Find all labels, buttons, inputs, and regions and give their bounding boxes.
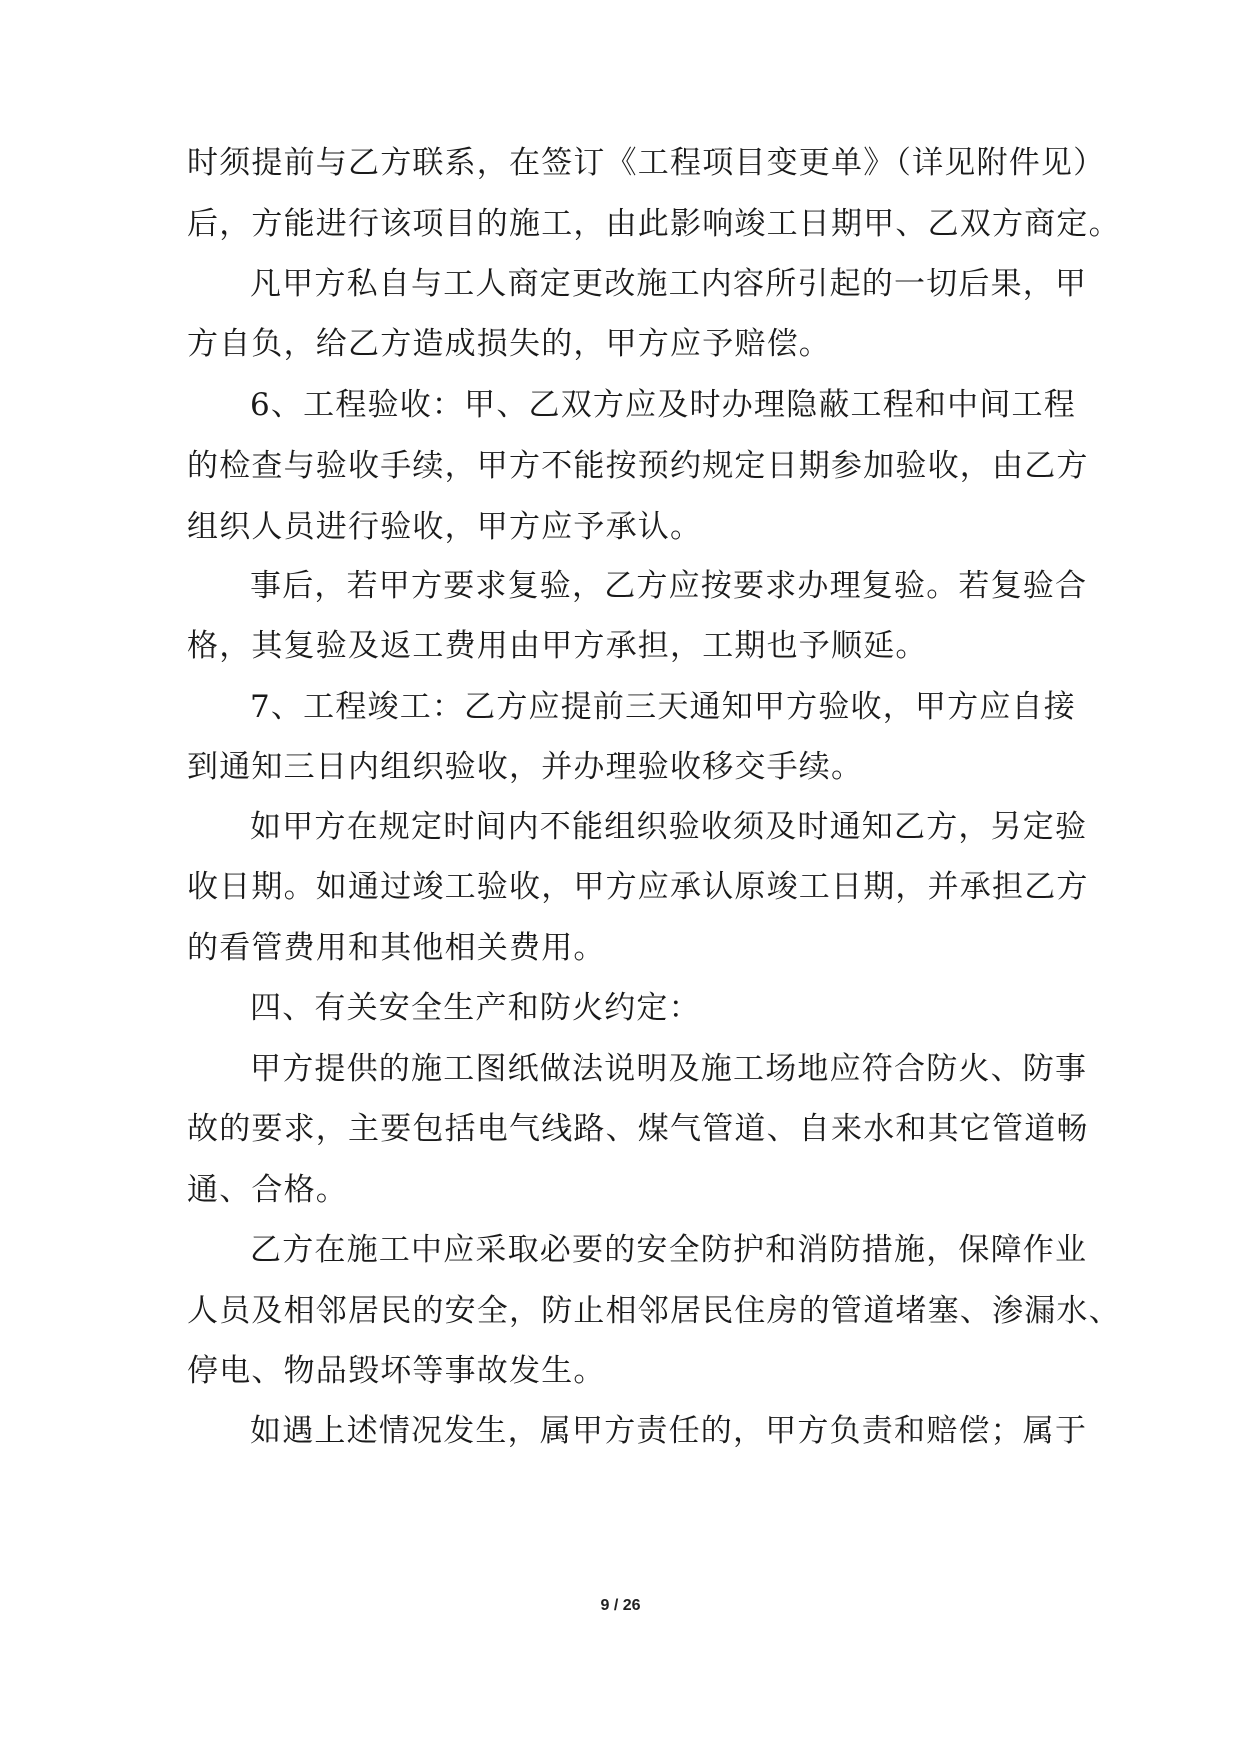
paragraph-start-line: 7、工程竣工：乙方应提前三天通知甲方验收，甲方应自接 [250, 689, 1076, 725]
text-line: 到通知三日内组织验收，并办理验收移交手续。 [187, 749, 864, 785]
text-line: 停电、物品毁坏等事故发生。 [187, 1353, 606, 1389]
page-number: 9 / 26 [600, 1597, 641, 1614]
text-line: 收日期。如通过竣工验收，甲方应承认原竣工日期，并承担乙方 [187, 869, 1089, 905]
text-line: 后，方能进行该项目的施工，由此影响竣工日期甲、乙双方商定。 [187, 206, 1121, 242]
text-line: 格，其复验及返工费用由甲方承担，工期也予顺延。 [187, 628, 928, 664]
text-line: 的看管费用和其他相关费用。 [187, 930, 606, 966]
paragraph-start-line: 甲方提供的施工图纸做法说明及施工场地应符合防火、防事 [250, 1051, 1088, 1087]
text-line: 时须提前与乙方联系，在签订《工程项目变更单》（详见附件见） [187, 145, 1106, 181]
text-line: 人员及相邻居民的安全，防止相邻居民住房的管道堵塞、渗漏水、 [187, 1293, 1121, 1329]
paragraph-start-line: 凡甲方私自与工人商定更改施工内容所引起的一切后果，甲 [250, 266, 1088, 302]
text-line: 故的要求，主要包括电气线路、煤气管道、自来水和其它管道畅 [187, 1111, 1089, 1147]
paragraph-start-line: 事后，若甲方要求复验，乙方应按要求办理复验。若复验合 [250, 568, 1088, 604]
paragraph-start-line: 乙方在施工中应采取必要的安全防护和消防措施，保障作业 [250, 1232, 1088, 1268]
text-line: 的检查与验收手续，甲方不能按预约规定日期参加验收，由乙方 [187, 448, 1089, 484]
paragraph-start-line: 6、工程验收：甲、乙双方应及时办理隐蔽工程和中间工程 [250, 387, 1076, 423]
paragraph-start-line: 如遇上述情况发生，属甲方责任的，甲方负责和赔偿；属于 [250, 1413, 1088, 1449]
paragraph-start-line: 如甲方在规定时间内不能组织验收须及时通知乙方，另定验 [250, 809, 1088, 845]
text-line: 组织人员进行验收，甲方应予承认。 [187, 509, 703, 545]
text-line: 通、合格。 [187, 1172, 348, 1208]
text-line: 方自负，给乙方造成损失的，甲方应予赔偿。 [187, 326, 831, 362]
section-heading: 四、有关安全生产和防火约定： [250, 990, 701, 1026]
